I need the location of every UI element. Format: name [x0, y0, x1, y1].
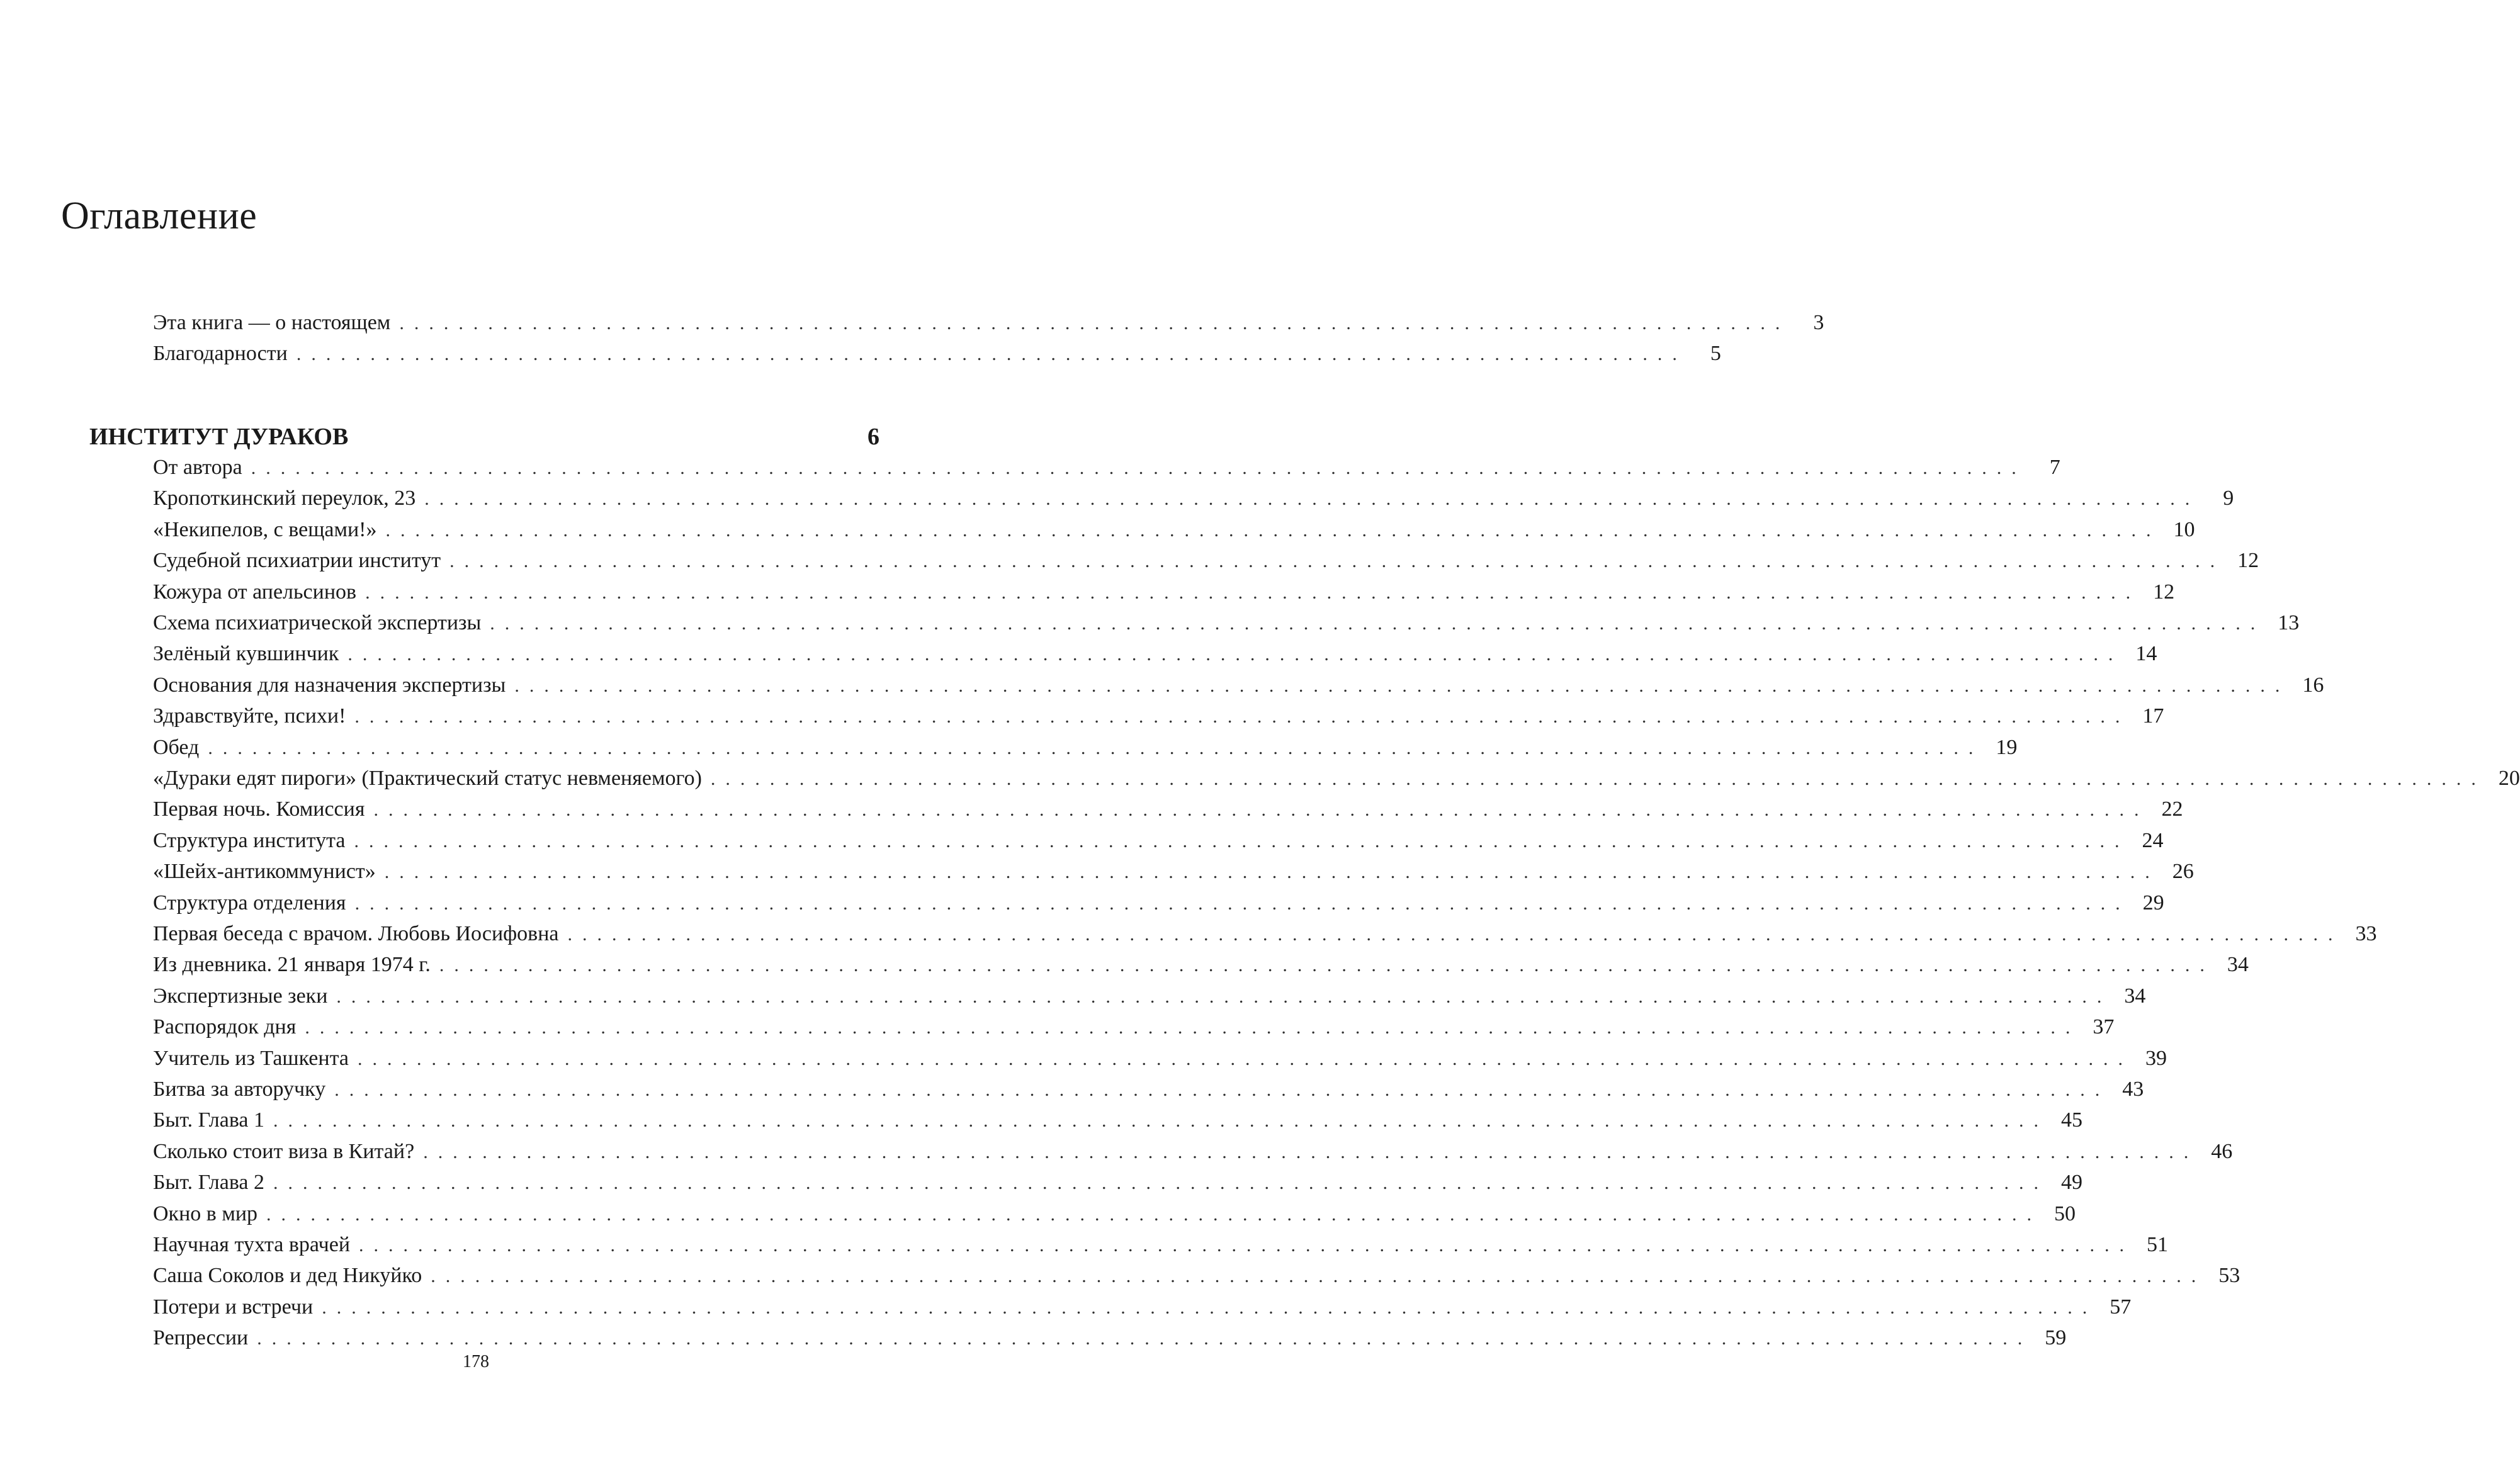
- toc-entry: [153, 611, 2300, 636]
- leader-dots: ........................................................................................................................: [385, 519, 2161, 541]
- toc-entry: [153, 952, 2249, 978]
- toc-entry-title: Из дневника. 21 января 1974 г.: [153, 953, 431, 977]
- toc-entry: [153, 735, 2018, 761]
- toc-entry-page: 45: [2061, 1108, 2083, 1132]
- toc-entry-page: 34: [2227, 953, 2249, 977]
- toc-entry: [153, 1232, 2169, 1258]
- section-title: ИНСТИТУТ ДУРАКОВ: [89, 424, 349, 450]
- toc-entry-title: Обед: [153, 735, 200, 759]
- toc-entry-title: Кожура от апельсинов: [153, 580, 357, 604]
- toc-entry: [153, 673, 2324, 699]
- toc-entry-title: «Дураки едят пироги» (Практический статус невменяемого): [153, 767, 702, 790]
- toc-entry-page: 5: [1710, 342, 1721, 365]
- toc-entry-page: 46: [2211, 1139, 2233, 1163]
- toc-entry-title: Благодарности: [153, 342, 288, 365]
- leader-dots: ........................................................................................................................: [347, 644, 2123, 665]
- toc-entry-page: 39: [2145, 1046, 2167, 1070]
- toc-entry: [153, 1139, 2233, 1165]
- toc-entry-page: 10: [2173, 517, 2195, 541]
- section-page: 6: [867, 424, 879, 450]
- toc-entry: [153, 1015, 2115, 1040]
- leader-dots: ........................................................................................................................: [357, 1048, 2133, 1069]
- leader-dots: ........................................................................................................................: [365, 582, 2141, 603]
- toc-entry-page: 14: [2135, 642, 2157, 666]
- toc-entry-page: 9: [2223, 487, 2234, 510]
- toc-entry-page: 34: [2124, 984, 2146, 1008]
- leader-dots: ........................................................................................................................: [439, 955, 2215, 976]
- leader-dots: ........................................................................................................................: [251, 458, 2026, 478]
- toc-entry-page: 3: [1813, 311, 1824, 334]
- toc-entry-title: Научная тухта врачей: [153, 1233, 351, 1256]
- toc-entry-page: 12: [2153, 580, 2175, 604]
- toc-entry: [153, 641, 2157, 667]
- toc-entry: [153, 1108, 2083, 1134]
- leader-dots: ........................................................................................................................: [273, 1110, 2049, 1132]
- toc-entry: [153, 548, 2259, 574]
- leader-dots: ........................................................................................................................: [431, 1266, 2206, 1287]
- toc-entry: [153, 1077, 2144, 1103]
- leader-dots: ........................................................................................................................: [322, 1297, 2098, 1318]
- page-number: 178: [463, 1352, 489, 1371]
- toc-entry: [153, 704, 2164, 729]
- leader-dots: ........................................................................................................................: [490, 613, 2266, 634]
- leader-dots: ........................................................................................................................: [336, 986, 2112, 1007]
- toc-entry-page: 29: [2142, 891, 2164, 915]
- toc-entry-title: Битва за авторучку: [153, 1078, 326, 1101]
- toc-entry: [153, 310, 1824, 336]
- toc-entry-title: Быт. Глава 2: [153, 1171, 265, 1195]
- toc-section-heading: [89, 423, 879, 452]
- leader-dots: ........................................................................................................................: [273, 1173, 2049, 1194]
- toc-entry: [153, 486, 2234, 512]
- toc-entry-title: Эта книга — о настоящем: [153, 311, 391, 334]
- toc-entry: [153, 580, 2175, 605]
- leader-dots: ..............................................................................................: [296, 344, 1687, 364]
- toc-entry: [153, 455, 2060, 481]
- toc-entry-title: Первая ночь. Комиссия: [153, 797, 365, 821]
- leader-dots: ........................................................................................................................: [266, 1203, 2042, 1225]
- toc-entry-page: 24: [2142, 828, 2164, 852]
- leader-dots: ........................................................................................................................: [710, 768, 2486, 789]
- toc-entry: [153, 1046, 2167, 1072]
- toc-entry-page: 49: [2061, 1171, 2083, 1195]
- toc-entry-title: Репрессии: [153, 1326, 249, 1350]
- leader-dots: ........................................................................................................................: [384, 862, 2160, 883]
- leader-dots: ........................................................................................................................: [449, 551, 2225, 572]
- toc-entry-title: Судебной психиатрии институт: [153, 549, 441, 573]
- toc-entry-page: 57: [2110, 1295, 2132, 1319]
- toc-entry-page: 22: [2161, 797, 2183, 821]
- toc-entry-title: Сколько стоит виза в Китай?: [153, 1139, 415, 1163]
- toc-entry-page: 17: [2142, 704, 2164, 728]
- toc-entry-page: 43: [2122, 1078, 2144, 1101]
- leader-dots: ........................................................................................................................: [424, 488, 2200, 510]
- toc-entry-title: Потери и встречи: [153, 1295, 314, 1319]
- toc-entry-title: «Шейх-антикоммунист»: [153, 860, 376, 884]
- toc-entry-page: 19: [1996, 735, 2018, 759]
- toc-entry-title: Схема психиатрической экспертизы: [153, 611, 482, 634]
- toc-entry-page: 33: [2355, 922, 2377, 945]
- toc-entry: [153, 766, 2520, 792]
- toc-entry: [153, 828, 2164, 854]
- toc-entry-page: 20: [2498, 767, 2520, 790]
- toc-entry-page: 59: [2045, 1326, 2067, 1350]
- toc-entry-title: Основания для назначения экспертизы: [153, 673, 506, 697]
- toc-entry-page: 7: [2049, 456, 2060, 479]
- toc-entry-title: Структура отделения: [153, 891, 346, 915]
- toc-entry-title: Зелёный кувшинчик: [153, 642, 339, 666]
- toc-entry: [153, 517, 2195, 543]
- toc-entry: [153, 1325, 2067, 1351]
- toc-entry: [153, 891, 2164, 916]
- leader-dots: ........................................................................................................................: [373, 799, 2149, 821]
- leader-dots: ........................................................................................................................: [257, 1328, 2033, 1349]
- leader-dots: ........................................................................................................................: [354, 892, 2130, 914]
- toc-entry: [153, 859, 2194, 885]
- toc-entry: [153, 1170, 2083, 1196]
- toc-entry: [153, 921, 2377, 947]
- toc-entry-page: 51: [2147, 1233, 2169, 1256]
- toc-entry-title: Структура института: [153, 828, 346, 852]
- leader-dots: ........................................................................................................................: [208, 737, 1984, 758]
- toc-entry: [153, 341, 1721, 367]
- toc-entry: [153, 984, 2146, 1010]
- leader-dots: ........................................................................................................................: [423, 1141, 2199, 1162]
- toc-entry: [153, 1295, 2132, 1320]
- toc-entry-page: 13: [2278, 611, 2300, 634]
- toc-entry: [153, 1202, 2076, 1227]
- leader-dots: ........................................................................................................................: [354, 830, 2130, 852]
- toc-entry-title: Здравствуйте, психи!: [153, 704, 346, 728]
- toc-entry-page: 26: [2172, 860, 2194, 884]
- toc-entry-title: Экспертизные зеки: [153, 984, 328, 1008]
- toc-entry-page: 16: [2302, 673, 2324, 697]
- toc-entry-title: Кропоткинский переулок, 23: [153, 487, 416, 510]
- toc-entry: [153, 797, 2183, 823]
- leader-dots: ........................................................................................................................: [305, 1017, 2081, 1038]
- toc-entry-title: Быт. Глава 1: [153, 1108, 265, 1132]
- toc-entry-title: Учитель из Ташкента: [153, 1046, 349, 1070]
- toc-entry-title: От автора: [153, 456, 242, 479]
- leader-dots: ........................................................................................................................: [359, 1235, 2135, 1256]
- leader-dots: ........................................................................................................................: [514, 675, 2290, 696]
- toc-entry-page: 37: [2093, 1015, 2115, 1039]
- toc-entry: [153, 1263, 2240, 1289]
- toc-entry-title: Окно в мир: [153, 1202, 258, 1225]
- toc-entry-page: 12: [2237, 549, 2259, 573]
- toc-entry-page: 50: [2054, 1202, 2076, 1225]
- leader-dots: ........................................................................................................................: [567, 924, 2343, 945]
- toc-entry-title: «Некипелов, с вещами!»: [153, 517, 377, 541]
- page-title: Оглавление: [61, 194, 257, 237]
- toc-entry-title: Распорядок дня: [153, 1015, 297, 1039]
- toc-entry-page: 53: [2218, 1264, 2240, 1288]
- leader-dots: ........................................................................................................................: [334, 1079, 2110, 1100]
- toc-entry-title: Первая беседа с врачом. Любовь Иосифовна: [153, 922, 559, 945]
- leader-dots: ..............................................................................................: [399, 313, 1790, 334]
- leader-dots: ........................................................................................................................: [354, 706, 2130, 728]
- toc-entry-title: Саша Соколов и дед Никуйко: [153, 1264, 422, 1288]
